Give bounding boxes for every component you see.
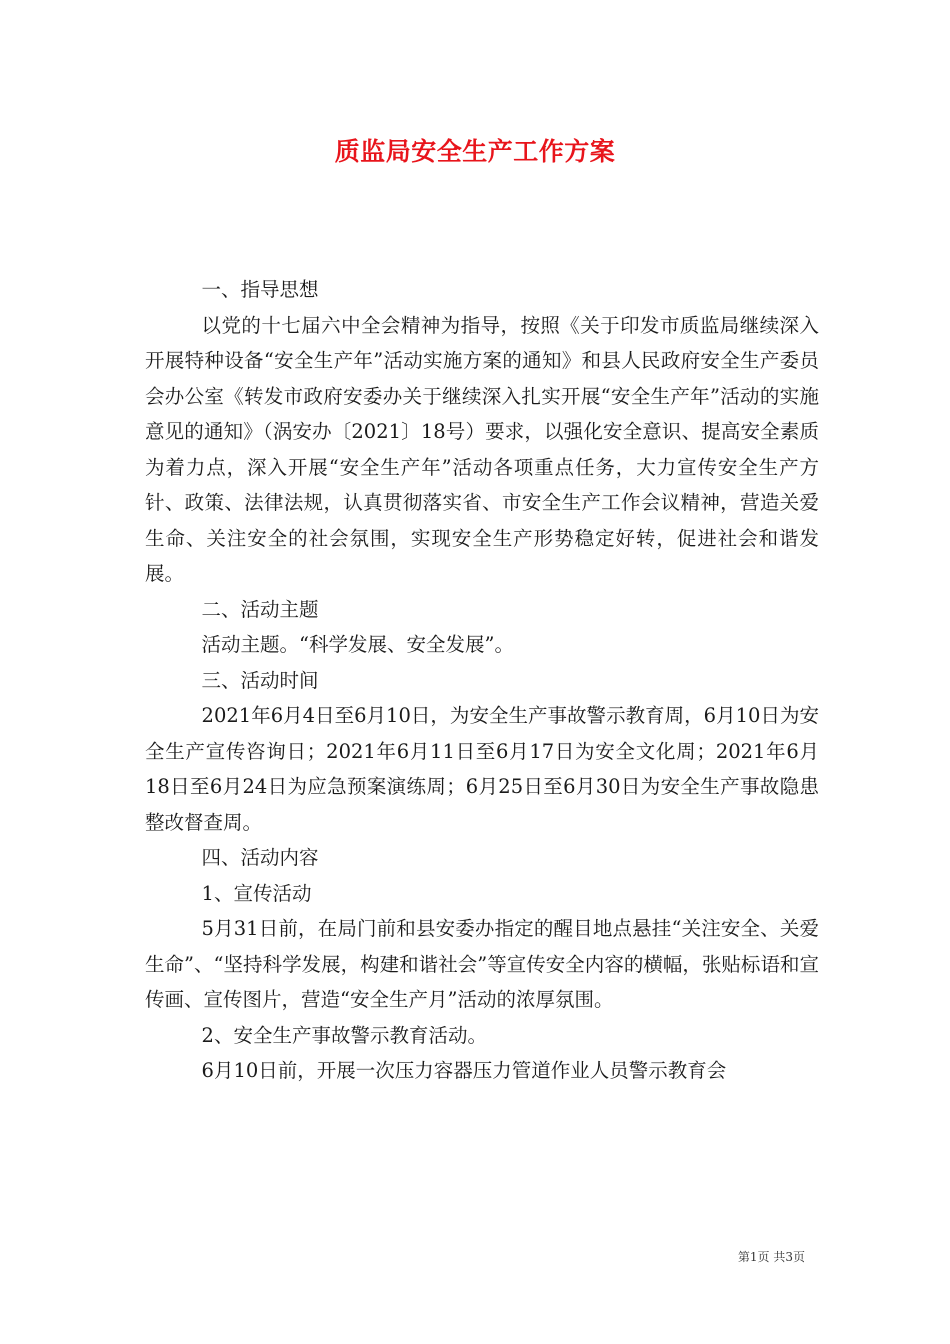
paragraph-guiding-thought: 以党的十七届六中全会精神为指导，按照《关于印发市质监局继续深入开展特种设备“安全生产年”活动实施方案的通知》和县人民政府安全生产委员会办公室《转发市政府安委办关于继续深入扎实开展“安全生产年”活动的实施意见的通知》（涡安办〔2021〕18号）要求，以强化安全意识、提高安全素质为着力点，深入开展“安全生产年”活动各项重点任务，大力宣传安全生产方针、政策、法律法规，认真贯彻落实省、市安全生产工作会议精神，营造关爱生命、关注安全的社会氛围，实现安全生产形势稳定好转，促进社会和谐发展。 (145, 313, 819, 585)
section-heading-guiding-thought: 一、指导思想 (201, 278, 319, 301)
document-title: 质监局安全生产工作方案 (334, 137, 616, 166)
section-heading-activity-content: 四、活动内容 (201, 846, 319, 869)
page-number-footer: 第1页 共3页 (737, 1250, 805, 1264)
subheading-warning-education: 2、安全生产事故警示教育活动。 (201, 1023, 487, 1047)
document-body (145, 272, 819, 1089)
subheading-publicity: 1、宣传活动 (201, 881, 312, 905)
paragraph-activity-theme: 活动主题。“科学发展、安全发展”。 (201, 633, 514, 656)
paragraph-publicity: 5月31日前，在局门前和县安委办指定的醒目地点悬挂“关注安全、关爱生命”、“坚持科学发展，构建和谐社会”等宣传安全内容的横幅，张贴标语和宣传画、宣传图片，营造“安全生产月”活动的浓厚氛围。 (145, 917, 819, 1011)
paragraph-warning-education: 6月10日前，开展一次压力容器压力管道作业人员警示教育会 (201, 1059, 727, 1082)
section-heading-activity-theme: 二、活动主题 (201, 597, 319, 621)
paragraph-activity-time: 2021年6月4日至6月10日，为安全生产事故警示教育周，6月10日为安全生产宣传咨询日；2021年6月11日至6月17日为安全文化周；2021年6月18日至6月24日为应急预案演练周；6月25日至6月30日为安全生产事故隐患整改督查周。 (145, 704, 819, 834)
section-heading-activity-time: 三、活动时间 (201, 668, 319, 692)
